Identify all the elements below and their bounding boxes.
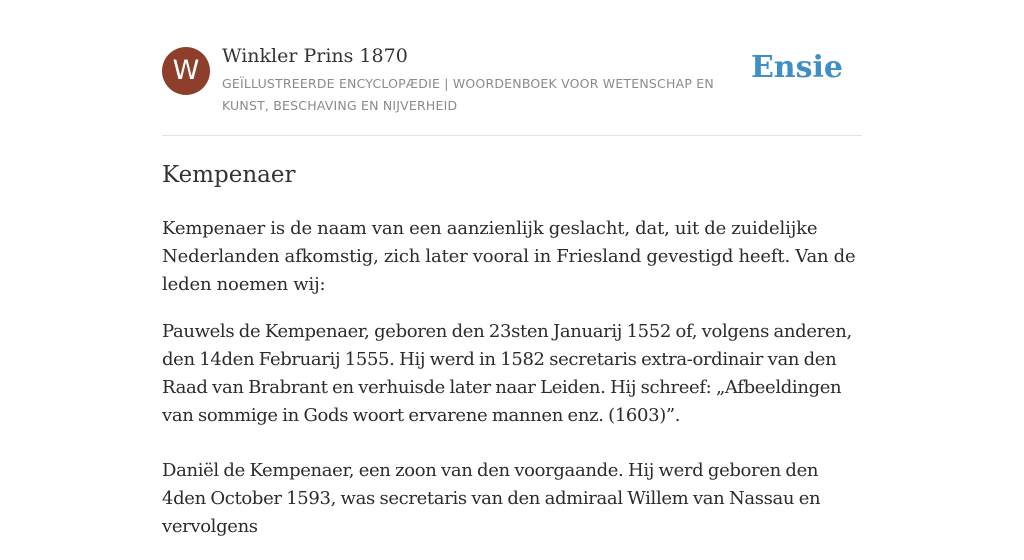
header-divider [162,135,862,136]
article-title: Kempenaer [162,162,296,188]
source-title[interactable]: Winkler Prins 1870 [222,45,408,67]
ensie-logo[interactable]: Ensie [750,50,843,85]
article-paragraph-pauwels: Pauwels de Kempenaer, geboren den 23sten Januarij 1552 of, volgens anderen, den 14den Februarij 1555. Hij werd in 1582 secretaris extra-ordinair van den Raad van Brabrant en verhuisde later naar Leiden. Hij schreef: „Afbeeldingen van sommige in Gods woort ervarene mannen enz. (1603)”. [162,321,852,426]
source-header [162,44,862,124]
source-subtitle: GEÏLLUSTREERDE ENCYCLOPÆDIE | WOORDENBOEK VOOR WETENSCHAP EN KUNST, BESCHAVING EN NIJVERHEID [222,76,714,113]
article-paragraph-daniel: Daniël de Kempenaer, een zoon van den voorgaande. Hij werd geboren den 4den October 1593, was secretaris van den admiraal Willem van Nassau en vervolgens [162,460,821,537]
article-paragraph-intro: Kempenaer is de naam van een aanzienlijk geslacht, dat, uit de zuidelijke Nederlanden afkomstig, zich later vooral in Friesland gevestigd heeft. Van de leden noemen wij: [162,218,856,295]
article [162,158,864,560]
source-avatar[interactable]: W [162,47,210,95]
